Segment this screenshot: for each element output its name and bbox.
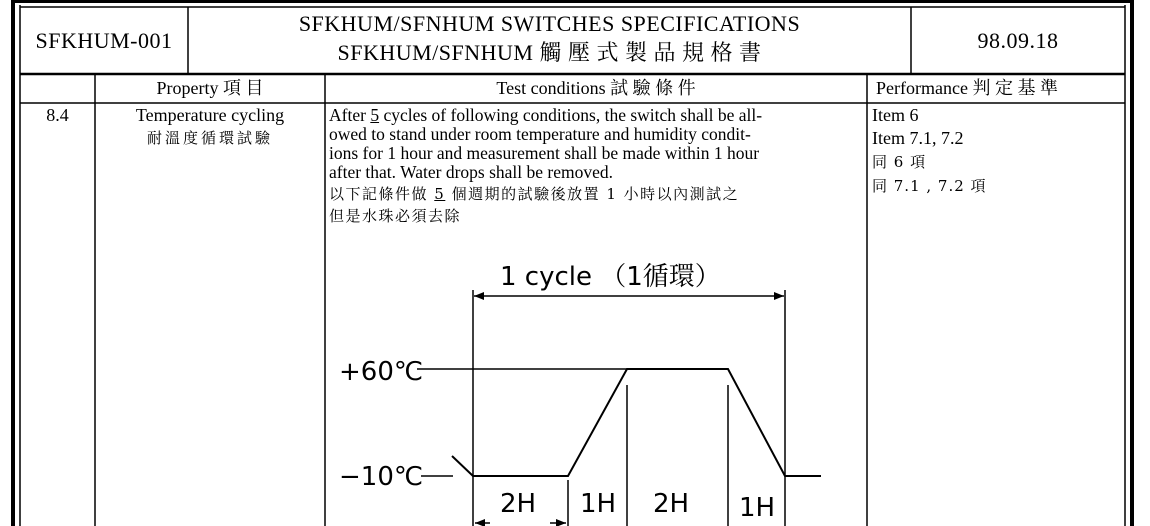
- condition-line-2: owed to stand under room temperature and humidity condit-: [329, 124, 751, 144]
- row-number: 8.4: [46, 105, 69, 125]
- temperature-profile: [452, 369, 821, 476]
- segment-high-duration: 2H: [653, 489, 690, 519]
- low-temp-label: −10℃: [339, 462, 424, 492]
- performance-item-2: Item 7.1, 7.2: [872, 128, 964, 148]
- column-header-test-conditions: Test conditions 試 驗 條 件: [496, 78, 696, 98]
- cycle-label: 1 cycle （1循環）: [500, 262, 721, 292]
- property-name-en: Temperature cycling: [135, 105, 285, 125]
- doc-title-zh: SFKHUM/SFNHUM 觸 壓 式 製 品 規 格 書: [337, 40, 762, 65]
- segment-ramp-down-duration: 1H: [739, 493, 776, 523]
- condition-line-4: after that. Water drops shall be removed.: [329, 162, 613, 182]
- cycle-count: 5: [370, 105, 380, 125]
- condition-line-6: 但是水珠必須去除: [329, 207, 462, 225]
- column-header-performance: Performance 判 定 基 準: [876, 78, 1058, 98]
- segment-ramp-up-duration: 1H: [580, 489, 617, 519]
- temperature-cycle-diagram: [325, 230, 867, 526]
- doc-code: SFKHUM-001: [35, 28, 173, 53]
- segment-low-duration: 2H: [500, 489, 537, 519]
- doc-title-en: SFKHUM/SFNHUM SWITCHES SPECIFICATIONS: [298, 11, 801, 36]
- column-header-property: Property 項 目: [156, 78, 264, 98]
- condition-line-3: ions for 1 hour and measurement shall be made within 1 hour: [329, 143, 760, 163]
- high-temp-label: +60℃: [339, 357, 424, 387]
- performance-item-4: 同 7.1 , 7.2 項: [872, 177, 987, 195]
- performance-item-1: Item 6: [872, 105, 919, 125]
- doc-date: 98.09.18: [977, 28, 1059, 53]
- cycle-count-zh: 5: [434, 185, 446, 203]
- condition-line-1: After 5 cycles of following conditions, the switch shall be all-: [329, 105, 763, 125]
- property-name-zh: 耐溫度循環試驗: [146, 129, 273, 147]
- performance-item-3: 同 6 項: [872, 153, 927, 171]
- condition-line-5: 以下記條件做 5 個週期的試驗後放置 1 小時以內測試之: [329, 185, 740, 203]
